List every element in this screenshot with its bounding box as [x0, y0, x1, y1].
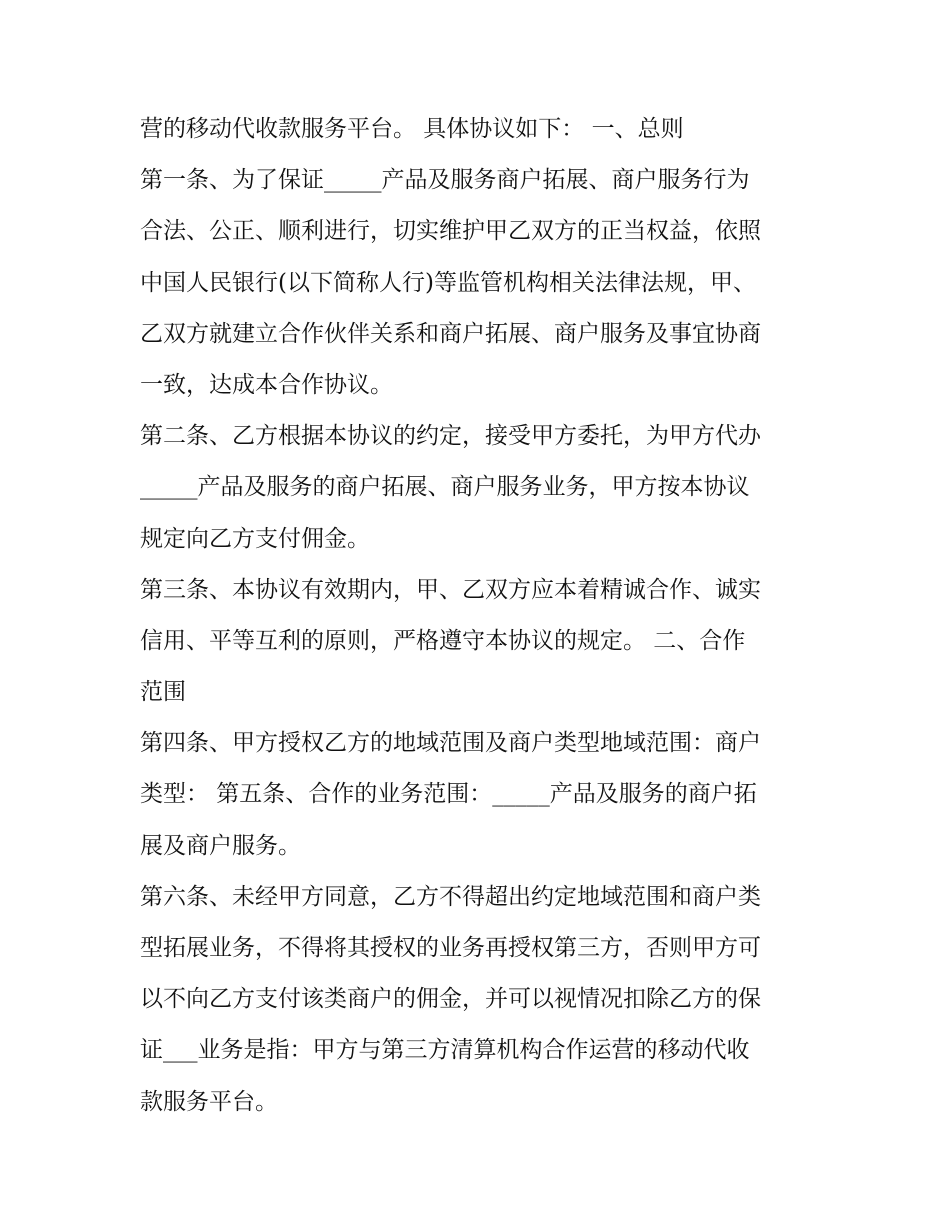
body-line: 规定向乙方支付佣金。 [140, 525, 370, 552]
body-line: 中国人民银行(以下简称人行)等监管机构相关法律法规，甲、 [140, 269, 756, 296]
body-line: 第三条、本协议有效期内，甲、乙双方应本着精诚合作、诚实 [140, 576, 761, 603]
body-line: 款服务平台。 [140, 1088, 278, 1115]
body-line: 展及商户服务。 [140, 832, 301, 859]
body-line: 型拓展业务，不得将其授权的业务再授权第三方，否则甲方可 [140, 935, 761, 961]
body-line: 营的移动代收款服务平台。 具体协议如下： 一、总则 [140, 116, 684, 142]
body-line: 乙双方就建立合作伙伴关系和商户拓展、商户服务及事宜协商 [140, 320, 761, 347]
body-line: 证___业务是指：甲方与第三方清算机构合作运营的移动代收 [140, 1037, 750, 1064]
body-line: 范围 [140, 679, 186, 706]
body-line: 第二条、乙方根据本协议的约定，接受甲方委托，为甲方代办 [140, 423, 761, 450]
body-line: 第六条、未经甲方同意，乙方不得超出约定地域范围和商户类 [140, 883, 761, 910]
body-line: 第一条、为了保证_____产品及服务商户拓展、商户服务行为 [140, 167, 750, 194]
body-line: 信用、平等互利的原则，严格遵守本协议的规定。 二、合作 [140, 627, 746, 654]
body-line: 第四条、甲方授权乙方的地域范围及商户类型地域范围：商户 [140, 730, 761, 757]
body-line: 合法、公正、顺利进行，切实维护甲乙双方的正当权益，依照 [140, 218, 761, 245]
body-line: 类型： 第五条、合作的业务范围：_____产品及服务的商户拓 [140, 781, 757, 808]
body-line: _____产品及服务的商户拓展、商户服务业务，甲方按本协议 [140, 474, 750, 501]
body-line: 一致，达成本合作协议。 [140, 371, 393, 398]
document-body [140, 104, 830, 1128]
body-line: 以不向乙方支付该类商户的佣金，并可以视情况扣除乙方的保 [140, 986, 761, 1013]
